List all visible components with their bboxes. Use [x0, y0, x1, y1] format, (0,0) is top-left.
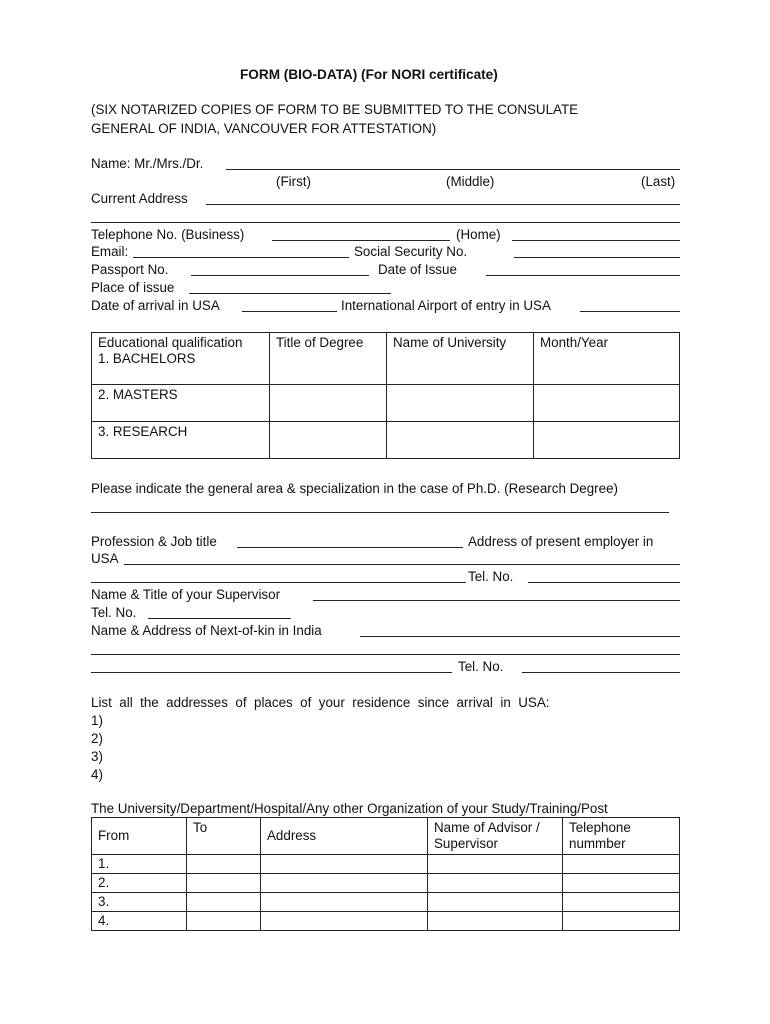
education-table: [91, 332, 680, 459]
research-cell: [92, 422, 270, 459]
university-cell[interactable]: [387, 385, 534, 422]
row-number: [92, 874, 187, 893]
telephone-business-label: Telephone No. (Business): [91, 227, 245, 242]
residence-item[interactable]: 3): [91, 749, 103, 764]
profession-label: Profession & Job title: [91, 534, 217, 549]
employer-address-field[interactable]: [124, 564, 680, 565]
degree-cell[interactable]: [270, 333, 387, 385]
next-of-kin-field[interactable]: [360, 636, 680, 637]
row-number-label: 2.: [98, 875, 110, 890]
education-header: Educational qualification: [98, 335, 243, 350]
table-row: [92, 385, 680, 422]
residences-prompt: List all the addresses of places of your residence since arrival in USA:: [91, 695, 550, 710]
email-field[interactable]: [133, 257, 349, 258]
month-year-cell[interactable]: [534, 422, 680, 459]
row-number-label: 4.: [98, 913, 110, 928]
airport-entry-field[interactable]: [580, 311, 680, 312]
organization-table: [91, 817, 680, 931]
bachelors-label: 1. BACHELORS: [98, 351, 196, 366]
university-cell[interactable]: [387, 422, 534, 459]
telephone-home-label: (Home): [456, 227, 501, 242]
organization-prompt: The University/Department/Hospital/Any other Organization of your Study/Training/Post: [91, 801, 608, 816]
to-header-label: To: [193, 820, 208, 835]
table-row: [92, 333, 680, 385]
address-cell[interactable]: [261, 855, 428, 874]
telephone-cell[interactable]: [563, 912, 680, 931]
current-address-field[interactable]: [206, 204, 680, 205]
supervisor-field[interactable]: [313, 600, 680, 601]
date-of-issue-label: Date of Issue: [378, 262, 457, 277]
address-cell[interactable]: [261, 874, 428, 893]
employer-address-label: Address of present employer in: [468, 534, 654, 549]
education-cell: [92, 333, 270, 385]
advisor-cell[interactable]: [428, 874, 563, 893]
research-label: 3. RESEARCH: [98, 424, 188, 439]
form-note-line2: GENERAL OF INDIA, VANCOUVER FOR ATTESTATION): [91, 121, 437, 136]
telephone-business-field[interactable]: [272, 240, 450, 241]
email-label: Email:: [91, 244, 129, 259]
telephone-cell[interactable]: [563, 893, 680, 912]
to-cell[interactable]: [187, 874, 261, 893]
degree-cell[interactable]: [270, 385, 387, 422]
current-address-field-2[interactable]: [91, 222, 680, 223]
supervisor-tel-label: Tel. No.: [91, 605, 137, 620]
residence-item[interactable]: 4): [91, 767, 103, 782]
row-number-label: 1.: [98, 856, 110, 871]
degree-header: Title of Degree: [276, 335, 364, 350]
middle-name-caption: (Middle): [446, 174, 495, 189]
advisor-cell[interactable]: [428, 855, 563, 874]
telephone-header-line1: Telephone: [569, 820, 631, 835]
phd-specialization-field[interactable]: [91, 512, 669, 513]
advisor-cell[interactable]: [428, 912, 563, 931]
month-year-header: Month/Year: [540, 335, 608, 350]
month-year-cell[interactable]: [534, 333, 680, 385]
next-of-kin-tel-field[interactable]: [522, 672, 680, 673]
profession-field[interactable]: [237, 547, 463, 548]
telephone-cell[interactable]: [563, 874, 680, 893]
form-title: FORM (BIO-DATA) (For NORI certificate): [240, 67, 498, 82]
table-row: [92, 855, 680, 874]
date-of-arrival-label: Date of arrival in USA: [91, 298, 220, 313]
supervisor-tel-field[interactable]: [148, 618, 291, 619]
table-row: [92, 912, 680, 931]
residence-item[interactable]: 1): [91, 713, 103, 728]
next-of-kin-field-2[interactable]: [91, 654, 680, 655]
name-label: Name: Mr./Mrs./Dr.: [91, 156, 204, 171]
advisor-cell[interactable]: [428, 893, 563, 912]
to-cell[interactable]: [187, 893, 261, 912]
current-address-label: Current Address: [91, 191, 188, 206]
advisor-header-line1: Name of Advisor /: [434, 820, 540, 835]
usa-label: USA: [91, 551, 119, 566]
date-of-arrival-field[interactable]: [242, 311, 337, 312]
employer-tel-label: Tel. No.: [468, 569, 514, 584]
telephone-cell[interactable]: [563, 855, 680, 874]
supervisor-label: Name & Title of your Supervisor: [91, 587, 281, 602]
form-note-line1: (SIX NOTARIZED COPIES OF FORM TO BE SUBMITTED TO THE CONSULATE: [91, 102, 579, 117]
date-of-issue-field[interactable]: [486, 275, 680, 276]
ssn-field[interactable]: [514, 257, 680, 258]
advisor-header: [428, 818, 563, 855]
address-header-label: Address: [267, 828, 317, 843]
name-field[interactable]: [226, 169, 680, 170]
month-year-cell[interactable]: [534, 385, 680, 422]
from-header: [92, 818, 187, 855]
place-of-issue-field[interactable]: [189, 293, 391, 294]
telephone-header-line2: nummber: [569, 836, 626, 851]
telephone-header: [563, 818, 680, 855]
telephone-home-field[interactable]: [512, 240, 680, 241]
first-name-caption: (First): [276, 174, 311, 189]
advisor-header-line2: Supervisor: [434, 836, 499, 851]
university-cell[interactable]: [387, 333, 534, 385]
employer-address-field-2[interactable]: [91, 582, 466, 583]
passport-field[interactable]: [191, 275, 369, 276]
residence-item[interactable]: 2): [91, 731, 103, 746]
to-header: [187, 818, 261, 855]
row-number-label: 3.: [98, 894, 110, 909]
table-row: [92, 422, 680, 459]
table-row: [92, 874, 680, 893]
next-of-kin-label: Name & Address of Next-of-kin in India: [91, 623, 322, 638]
masters-label: 2. MASTERS: [98, 387, 178, 402]
passport-label: Passport No.: [91, 262, 169, 277]
address-header: [261, 818, 428, 855]
employer-tel-field[interactable]: [528, 582, 680, 583]
address-cell[interactable]: [261, 912, 428, 931]
table-row: [92, 893, 680, 912]
degree-cell[interactable]: [270, 422, 387, 459]
airport-entry-label: International Airport of entry in USA: [341, 298, 551, 313]
row-number: [92, 893, 187, 912]
place-of-issue-label: Place of issue: [91, 280, 175, 295]
university-header: Name of University: [393, 335, 507, 350]
next-of-kin-field-3[interactable]: [91, 672, 452, 673]
row-number: [92, 912, 187, 931]
phd-prompt: Please indicate the general area & specialization in the case of Ph.D. (Research Degree): [91, 481, 618, 496]
to-cell[interactable]: [187, 855, 261, 874]
from-header-label: From: [98, 828, 130, 843]
table-row: [92, 818, 680, 855]
masters-cell: [92, 385, 270, 422]
to-cell[interactable]: [187, 912, 261, 931]
row-number: [92, 855, 187, 874]
address-cell[interactable]: [261, 893, 428, 912]
next-of-kin-tel-label: Tel. No.: [458, 659, 504, 674]
ssn-label: Social Security No.: [354, 244, 468, 259]
last-name-caption: (Last): [641, 174, 676, 189]
